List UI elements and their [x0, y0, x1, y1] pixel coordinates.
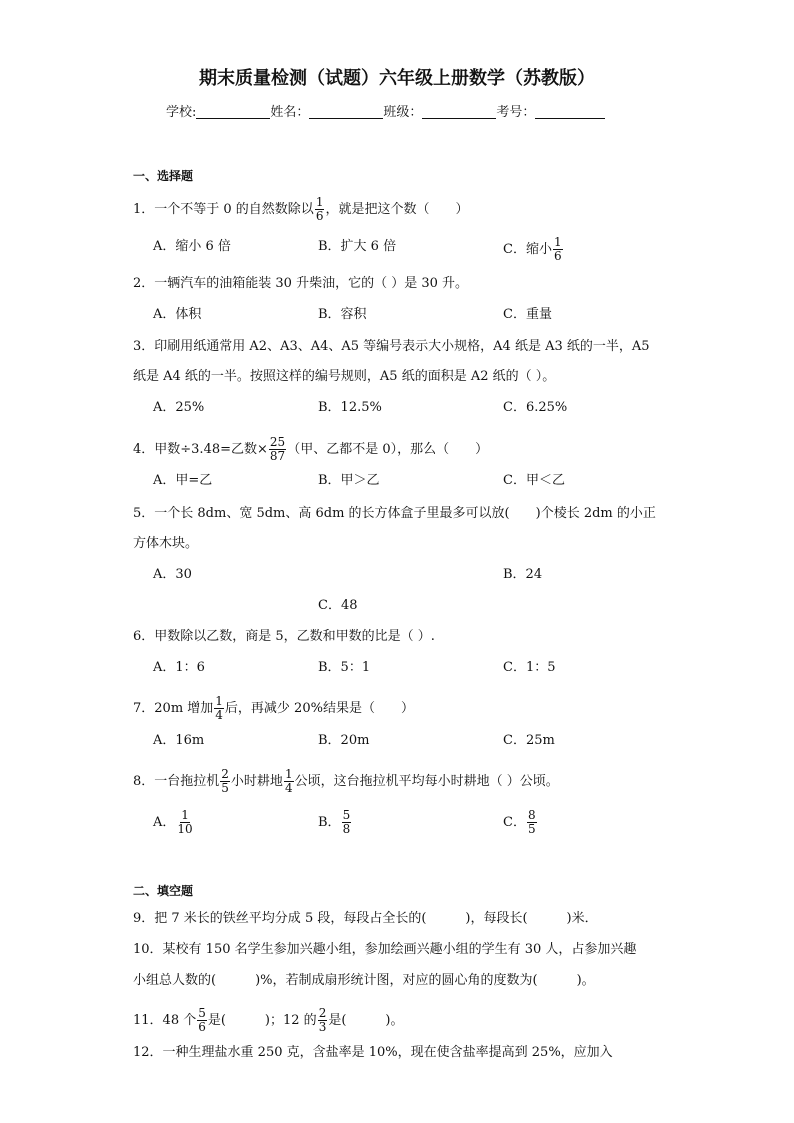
option-7a[interactable]: A．16m [153, 733, 205, 748]
question-1: 1．一个不等于 0 的自然数除以 $\frac{1}{6}$ ，就是把这个数（ ） [133, 195, 469, 223]
option-4c[interactable]: C．甲＜乙 [503, 473, 565, 488]
fraction: $\frac{2}{5}$ [221, 767, 229, 795]
question-7: 7．20m 增加 $\frac{1}{4}$ 后，再减少 20%结果是（ ） [133, 694, 414, 722]
question-2: 2．一辆汽车的油箱能装 30 升柴油，它的（ ）是 30 升。 [133, 276, 469, 291]
fraction: $\frac{5}{6}$ [198, 1006, 206, 1034]
option-4b[interactable]: B．甲＞乙 [318, 473, 380, 488]
fraction: $\frac{8}{5}$ [527, 808, 536, 836]
option-5b[interactable]: B．24 [503, 567, 543, 582]
fraction: $\frac{5}{8}$ [342, 808, 351, 836]
page-title: 期末质量检测（试题）六年级上册数学（苏教版） [199, 68, 595, 89]
question-9: 9．把 7 米长的铁丝平均分成 5 段，每段占全长的( )，每段长( )米． [133, 911, 598, 926]
section-heading-choice: 一、选择题 [133, 169, 194, 183]
fraction: $\frac{1}{4}$ [284, 767, 293, 795]
option-3b[interactable]: B．12.5% [318, 400, 382, 415]
fraction: $\frac{1}{4}$ [215, 694, 223, 722]
number-label: 考号： [496, 105, 536, 120]
class-label: 班级： [383, 105, 423, 120]
question-8: 8．一台拖拉机 $\frac{2}{5}$ 小时耕地 $\frac{1}{4}$ 公顷，这台拖拉机平均每小时耕地（ ）公顷。 [133, 767, 559, 795]
option-7b[interactable]: B．20m [318, 733, 370, 748]
option-2c[interactable]: C．重量 [503, 307, 552, 322]
option-7c[interactable]: C．25m [503, 733, 555, 748]
fraction: $\frac{1}{10}$ [177, 808, 193, 836]
option-4a[interactable]: A．甲=乙 [153, 473, 213, 488]
option-5a[interactable]: A．30 [153, 567, 192, 582]
option-3c[interactable]: C．6.25% [503, 400, 568, 415]
student-info-line [166, 104, 605, 122]
question-5-line1: 5．一个长 8dm、宽 5dm、高 6dm 的长方体盒子里最多可以放( )个棱长 2dm 的小正 [133, 506, 656, 521]
option-8c[interactable]: C． $\frac{8}{5}$ [503, 808, 536, 836]
option-2a[interactable]: A．体积 [153, 307, 202, 322]
fraction: $\frac{2}{3}$ [318, 1006, 327, 1034]
option-6c[interactable]: C．1：5 [503, 660, 556, 675]
question-10-line2: 小组总人数的( )%，若制成扇形统计图，对应的圆心角的度数为( )。 [133, 973, 595, 988]
option-3a[interactable]: A．25% [153, 400, 205, 415]
fraction: $\frac{1}{6}$ [553, 235, 562, 263]
number-blank[interactable] [535, 104, 605, 119]
question-6: 6．甲数除以乙数，商是 5，乙数和甲数的比是（ ）. [133, 629, 435, 644]
option-1b[interactable]: B．扩大 6 倍 [318, 239, 397, 254]
question-4: 4．甲数÷3.48=乙数× $\frac{25}{87}$ （甲、乙都不是 0），那么（ ） [133, 435, 489, 463]
fraction: $\frac{1}{6}$ [315, 195, 324, 223]
option-5c[interactable]: C．48 [318, 598, 358, 613]
section-heading-fill: 二、填空题 [133, 884, 194, 898]
option-6b[interactable]: B．5：1 [318, 660, 371, 675]
school-blank[interactable] [196, 104, 270, 119]
class-blank[interactable] [422, 104, 496, 119]
question-3-line1: 3．印刷用纸通常用 A2、A3、A4、A5 等编号表示大小规格，A4 纸是 A3 纸的一半，A5 [133, 339, 650, 354]
question-11: 11．48 个 $\frac{5}{6}$ 是( )；12 的 $\frac{2}{3}$ 是( )。 [133, 1006, 404, 1034]
fraction: $\frac{25}{87}$ [269, 435, 286, 463]
school-label: 学校: [166, 105, 197, 120]
option-8a[interactable]: A． $\frac{1}{10}$ [153, 808, 193, 836]
option-1a[interactable]: A．缩小 6 倍 [153, 239, 231, 254]
question-12: 12．一种生理盐水重 250 克，含盐率是 10%，现在使含盐率提高到 25%，应加入 [133, 1045, 613, 1060]
question-5-line2: 方体木块。 [133, 536, 199, 551]
name-label: 姓名： [270, 105, 310, 120]
option-6a[interactable]: A．1：6 [153, 660, 205, 675]
question-3-line2: 纸是 A4 纸的一半。按照这样的编号规则，A5 纸的面积是 A2 纸的（ ）。 [133, 369, 556, 384]
question-10-line1: 10．某校有 150 名学生参加兴趣小组，参加绘画兴趣小组的学生有 30 人，占参加兴趣 [133, 942, 637, 957]
option-1c[interactable]: C．缩小 $\frac{1}{6}$ [503, 235, 562, 263]
name-blank[interactable] [309, 104, 383, 119]
option-8b[interactable]: B． $\frac{5}{8}$ [318, 808, 351, 836]
option-2b[interactable]: B．容积 [318, 307, 367, 322]
